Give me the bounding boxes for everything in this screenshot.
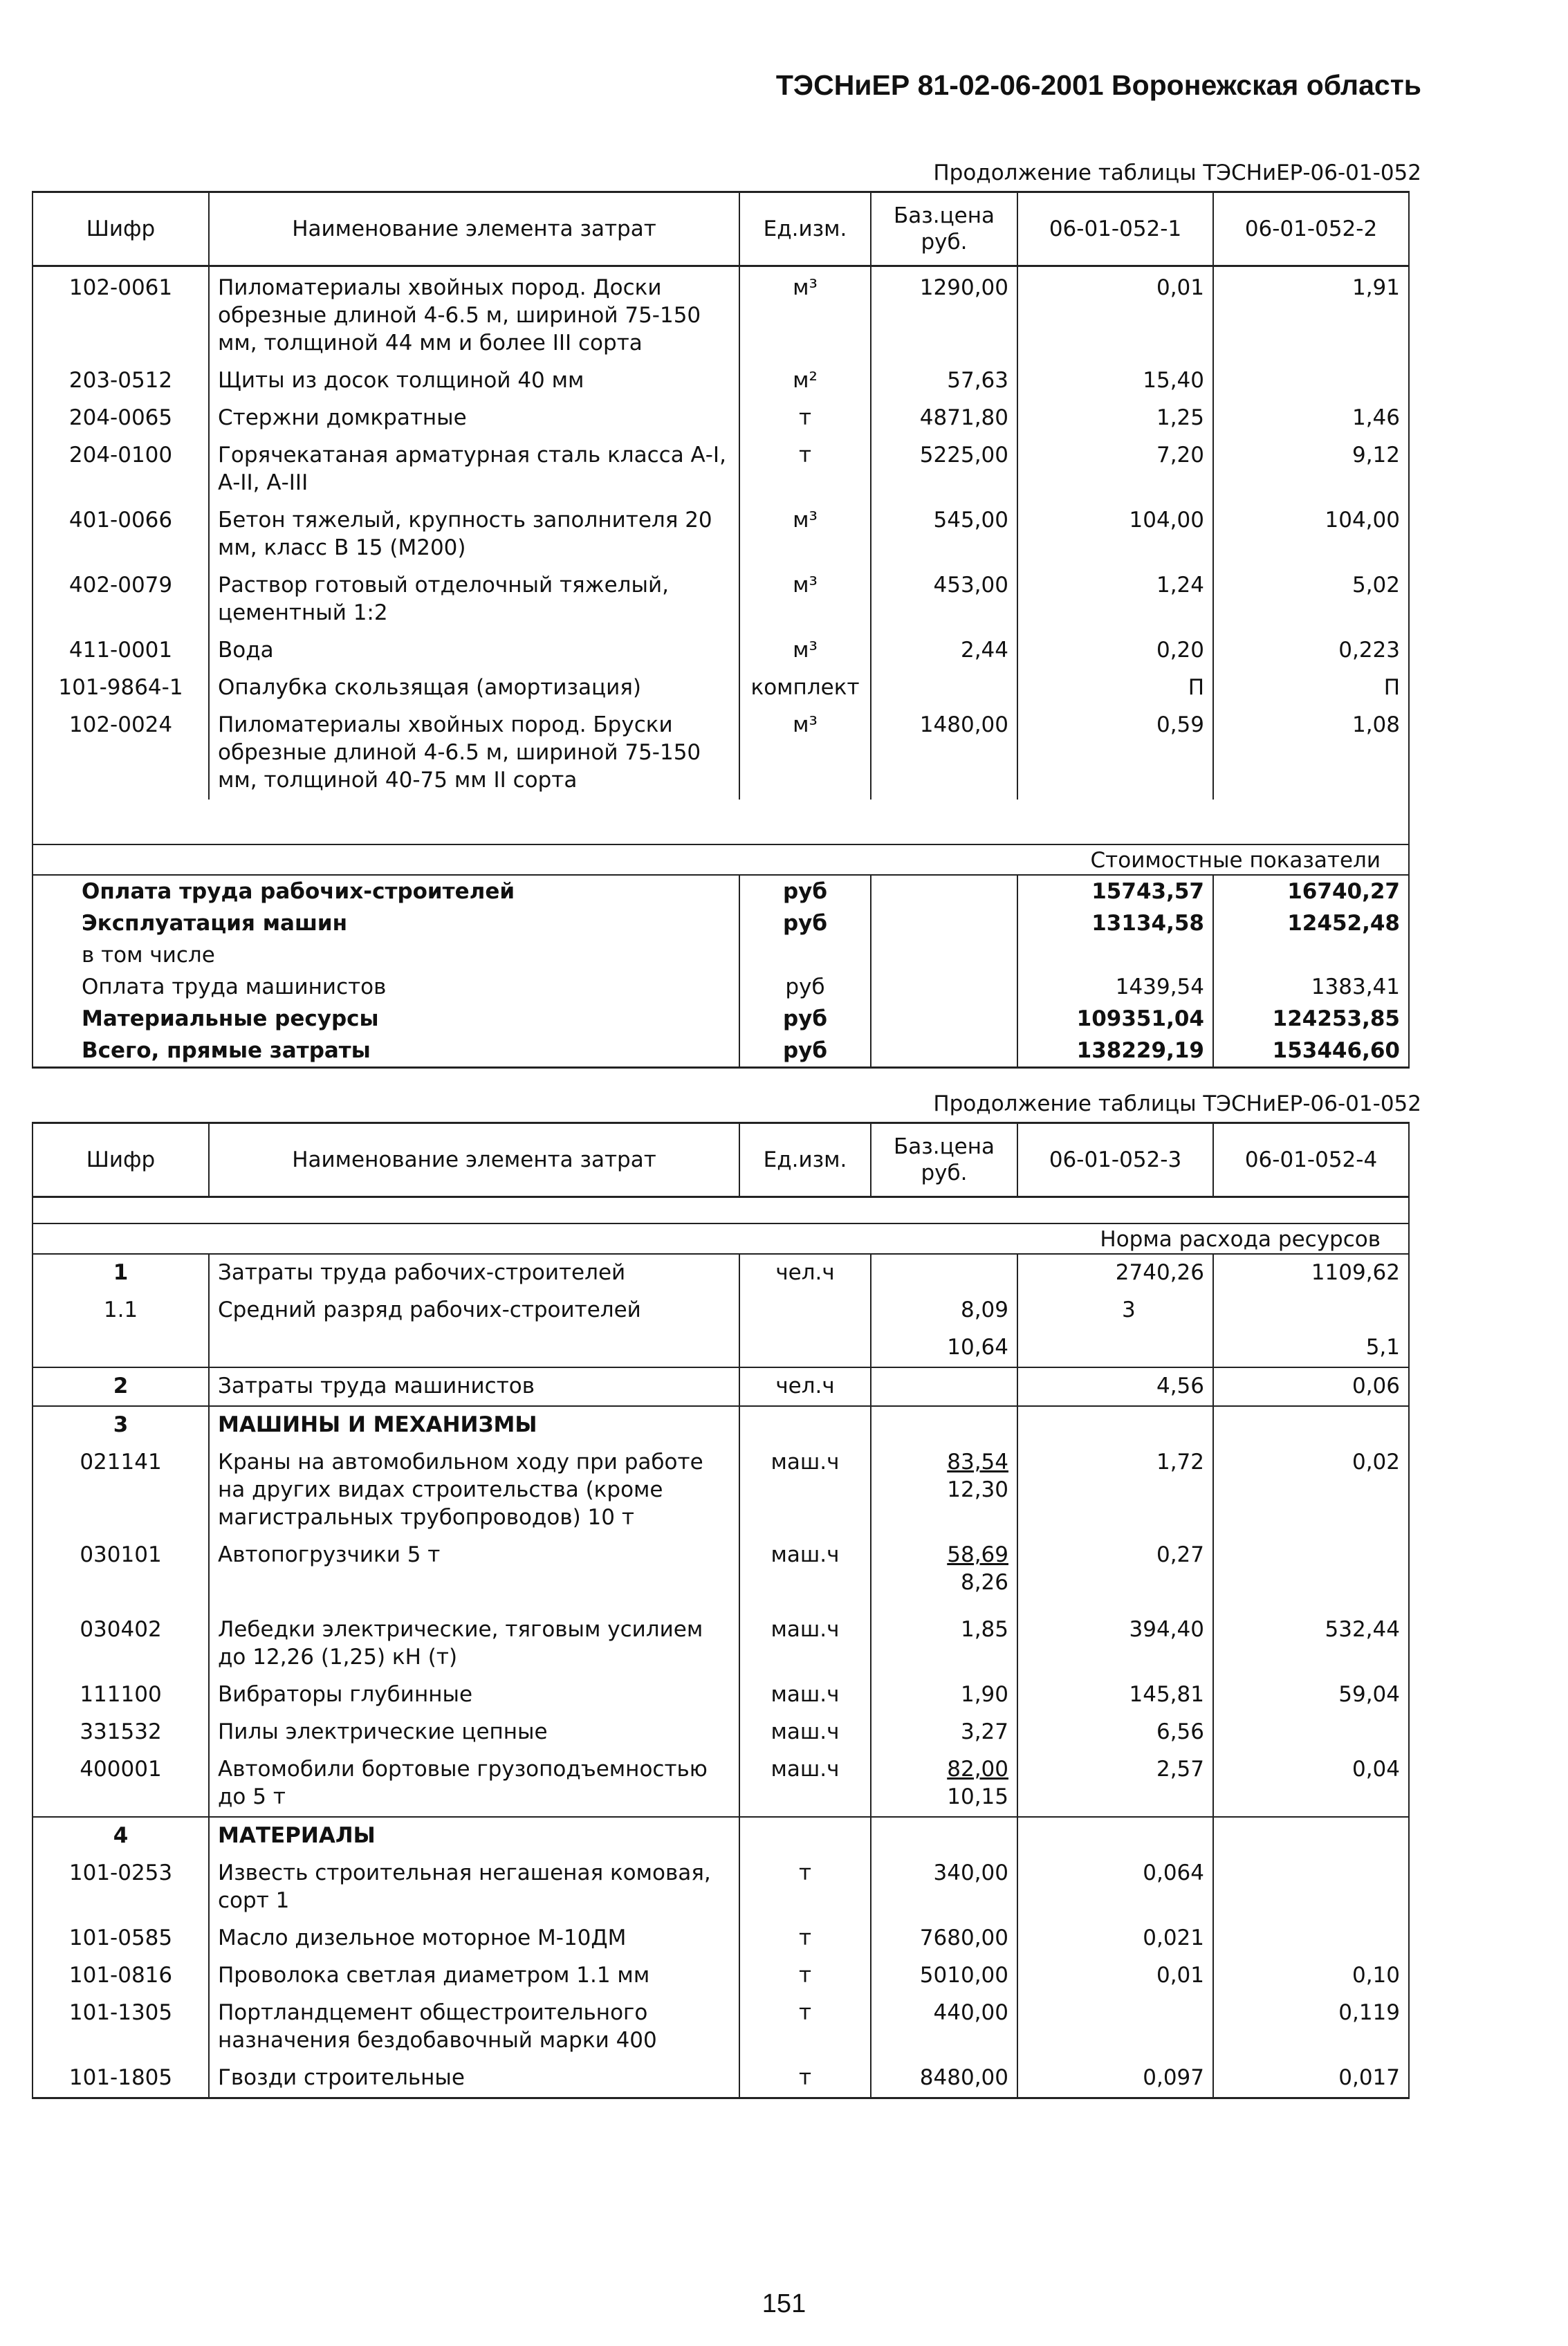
table-row [33, 1677, 1409, 1714]
value-cell: 1,72 [1017, 1444, 1213, 1537]
name-cell: Опалубка скользящая (амортизация) [209, 669, 739, 707]
unit-cell: руб [739, 875, 871, 907]
name-cell: Пиломатериалы хвойных пород. Доски обрезные длиной 4-6.5 м, шириной 75-150 мм, толщиной 44 мм и более III сорта [209, 266, 739, 363]
summary-label: Оплата труда рабочих-строителей [33, 875, 739, 907]
code-cell: 1 [33, 1254, 209, 1292]
value-cell: 0,097 [1017, 2060, 1213, 2098]
code-cell: 102-0061 [33, 266, 209, 363]
price-cell: 8480,00 [871, 2060, 1017, 2098]
code-cell: 204-0065 [33, 400, 209, 437]
price-cell [871, 1537, 1017, 1611]
price-cell: 5225,00 [871, 437, 1017, 502]
value-line: 5,1 [1365, 1335, 1400, 1360]
spacer-cell [33, 800, 209, 844]
table-row [33, 1444, 1409, 1537]
name-cell: Затраты труда рабочих-строителей [209, 1254, 739, 1292]
summary-row [33, 939, 1409, 971]
summary-label: в том числе [33, 939, 739, 971]
price-cell: 57,63 [871, 362, 1017, 400]
section-band [33, 844, 1409, 875]
table1-caption: Продолжение таблицы ТЭСНиЕР-06-01-052 [933, 160, 1421, 185]
spacer-cell [209, 800, 739, 844]
value-cell: 0,223 [1213, 632, 1409, 669]
table2-header-row [33, 1123, 1409, 1197]
empty-cell [1017, 1817, 1213, 1855]
unit-cell: чел.ч [739, 1367, 871, 1406]
code-cell: 402-0079 [33, 567, 209, 632]
section-row [33, 1406, 1409, 1444]
price-cell [871, 1003, 1017, 1035]
price-cell [871, 907, 1017, 939]
price-cell [871, 1254, 1017, 1292]
price-cell: 545,00 [871, 502, 1017, 567]
unit-cell: т [739, 2060, 871, 2098]
price-cell [871, 971, 1017, 1003]
unit-cell: м³ [739, 707, 871, 800]
unit-cell: т [739, 1920, 871, 1957]
unit-cell: руб [739, 1003, 871, 1035]
code-cell: 203-0512 [33, 362, 209, 400]
spacer-cell [33, 1197, 209, 1224]
col-header: 06-01-052-2 [1213, 192, 1409, 266]
page-number: 151 [762, 2289, 806, 2318]
value-cell: 3 [1017, 1292, 1213, 1367]
value-cell: 7,20 [1017, 437, 1213, 502]
table-row [33, 707, 1409, 800]
price-cell [871, 1367, 1017, 1406]
section-row [33, 1817, 1409, 1855]
name-cell: Автомобили бортовые грузоподъемностью до 5 т [209, 1751, 739, 1817]
spacer-cell [871, 800, 1017, 844]
unit-cell [739, 939, 871, 971]
price-line: 58,69 [947, 1542, 1008, 1567]
summary-label: Эксплуатация машин [33, 907, 739, 939]
price-cell: 340,00 [871, 1855, 1017, 1920]
table1 [32, 191, 1410, 1069]
value-cell: 59,04 [1213, 1677, 1409, 1714]
unit-cell: маш.ч [739, 1751, 871, 1817]
value-cell: 0,06 [1213, 1367, 1409, 1406]
value-cell: 12452,48 [1213, 907, 1409, 939]
value-cell: 13134,58 [1017, 907, 1213, 939]
table-row [33, 1254, 1409, 1292]
code-cell: 204-0100 [33, 437, 209, 502]
name-cell: Пиломатериалы хвойных пород. Бруски обрезные длиной 4-6.5 м, шириной 75-150 мм, толщиной 40-75 мм II сорта [209, 707, 739, 800]
empty-cell [1213, 1817, 1409, 1855]
price-cell: 5010,00 [871, 1957, 1017, 1995]
value-cell: 1,91 [1213, 266, 1409, 363]
summary-row [33, 907, 1409, 939]
spacer-cell [1213, 1197, 1409, 1224]
value-cell: 1109,62 [1213, 1254, 1409, 1292]
table-row [33, 266, 1409, 363]
name-cell: Автопогрузчики 5 т [209, 1537, 739, 1611]
table-row [33, 400, 1409, 437]
value-cell: 9,12 [1213, 437, 1409, 502]
spacer-cell [1213, 800, 1409, 844]
table-row [33, 437, 1409, 502]
name-cell: Стержни домкратные [209, 400, 739, 437]
name-cell: Щиты из досок толщиной 40 мм [209, 362, 739, 400]
code-cell: 030101 [33, 1537, 209, 1611]
value-cell: 394,40 [1017, 1611, 1213, 1677]
value-cell [1017, 1995, 1213, 2060]
value-cell: 2740,26 [1017, 1254, 1213, 1292]
value-cell: 1439,54 [1017, 971, 1213, 1003]
summary-label: Всего, прямые затраты [33, 1035, 739, 1068]
unit-cell: м³ [739, 266, 871, 363]
unit-cell: руб [739, 907, 871, 939]
name-cell: Известь строительная негашеная комовая, сорт 1 [209, 1855, 739, 1920]
value-cell: 0,59 [1017, 707, 1213, 800]
table-row [33, 1751, 1409, 1817]
value-cell: 0,021 [1017, 1920, 1213, 1957]
value-cell: 15743,57 [1017, 875, 1213, 907]
table-row [33, 1537, 1409, 1611]
price-cell [871, 1751, 1017, 1817]
value-cell: 0,04 [1213, 1751, 1409, 1817]
price-cell [871, 669, 1017, 707]
unit-cell: м³ [739, 632, 871, 669]
code-cell: 101-0816 [33, 1957, 209, 1995]
document-header: ТЭСНиЕР 81-02-06-2001 Воронежская область [775, 69, 1421, 101]
price-line: 10,15 [947, 1784, 1008, 1809]
name-cell: Средний разряд рабочих-строителей [209, 1292, 739, 1367]
unit-cell: т [739, 1855, 871, 1920]
value-cell: 1,24 [1017, 567, 1213, 632]
band-label: Стоимостные показатели [33, 844, 1409, 875]
value-cell [1213, 1714, 1409, 1751]
price-line: 8,09 [960, 1297, 1008, 1322]
summary-row [33, 1035, 1409, 1068]
unit-cell: маш.ч [739, 1611, 871, 1677]
unit-cell: м³ [739, 567, 871, 632]
empty-cell [1213, 1406, 1409, 1444]
value-cell [1213, 1537, 1409, 1611]
value-cell: 5,02 [1213, 567, 1409, 632]
value-cell: 153446,60 [1213, 1035, 1409, 1068]
value-cell: 0,01 [1017, 266, 1213, 363]
value-cell: 0,02 [1213, 1444, 1409, 1537]
value-cell: 138229,19 [1017, 1035, 1213, 1068]
value-cell: 104,00 [1017, 502, 1213, 567]
unit-cell: маш.ч [739, 1677, 871, 1714]
price-cell: 1290,00 [871, 266, 1017, 363]
price-cell [871, 1611, 1017, 1677]
unit-cell: т [739, 1995, 871, 2060]
price-cell: 4871,80 [871, 400, 1017, 437]
price-cell: 2,44 [871, 632, 1017, 669]
table-row [33, 1292, 1409, 1367]
unit-cell: руб [739, 1035, 871, 1068]
value-cell [1213, 1920, 1409, 1957]
price-line: 83,54 [947, 1450, 1008, 1475]
table-row [33, 567, 1409, 632]
price-line: 1,90 [960, 1682, 1008, 1707]
name-cell: Пилы электрические цепные [209, 1714, 739, 1751]
name-cell: Лебедки электрические, тяговым усилием до 12,26 (1,25) кН (т) [209, 1611, 739, 1677]
code-cell: 021141 [33, 1444, 209, 1537]
value-cell [1213, 939, 1409, 971]
value-cell: 0,017 [1213, 2060, 1409, 2098]
value-cell: 1,08 [1213, 707, 1409, 800]
price-cell [871, 875, 1017, 907]
unit-cell: т [739, 437, 871, 502]
table-row [33, 2060, 1409, 2098]
code-cell: 102-0024 [33, 707, 209, 800]
value-cell [1213, 1292, 1409, 1367]
spacer-cell [1017, 1197, 1213, 1224]
col-header: Наименование элемента затрат [209, 192, 739, 266]
unit-cell: м² [739, 362, 871, 400]
table-row [33, 1995, 1409, 2060]
col-header: Баз.цена руб. [871, 1123, 1017, 1197]
name-cell: Вибраторы глубинные [209, 1677, 739, 1714]
price-cell [871, 1714, 1017, 1751]
spacer-cell [209, 1197, 739, 1224]
table-row [33, 1611, 1409, 1677]
name-cell: Бетон тяжелый, крупность заполнителя 20 мм, класс В 15 (М200) [209, 502, 739, 567]
spacer-row [33, 1197, 1409, 1224]
price-cell [871, 1677, 1017, 1714]
unit-cell: чел.ч [739, 1254, 871, 1292]
unit-cell: комплект [739, 669, 871, 707]
value-cell: 104,00 [1213, 502, 1409, 567]
name-cell: Масло дизельное моторное М-10ДМ [209, 1920, 739, 1957]
empty-cell [1017, 1406, 1213, 1444]
code-cell: 111100 [33, 1677, 209, 1714]
section-band [33, 1223, 1409, 1254]
table-row [33, 1920, 1409, 1957]
value-cell: П [1017, 669, 1213, 707]
value-cell [1213, 362, 1409, 400]
spacer-cell [739, 1197, 871, 1224]
table2 [32, 1122, 1410, 2099]
name-cell: Затраты труда машинистов [209, 1367, 739, 1406]
name-cell: Портландцемент общестроительного назначения бездобавочный марки 400 [209, 1995, 739, 2060]
value-cell: 1383,41 [1213, 971, 1409, 1003]
value-cell: 145,81 [1017, 1677, 1213, 1714]
value-cell: 532,44 [1213, 1611, 1409, 1677]
name-cell: Проволока светлая диаметром 1.1 мм [209, 1957, 739, 1995]
table-row [33, 502, 1409, 567]
value-cell: 16740,27 [1213, 875, 1409, 907]
unit-cell: маш.ч [739, 1714, 871, 1751]
code-cell: 030402 [33, 1611, 209, 1677]
price-line: 1,85 [960, 1617, 1008, 1642]
col-header: 06-01-052-1 [1017, 192, 1213, 266]
unit-cell: маш.ч [739, 1537, 871, 1611]
code-cell: 411-0001 [33, 632, 209, 669]
spacer-row [33, 800, 1409, 844]
unit-cell: руб [739, 971, 871, 1003]
unit-cell [739, 1292, 871, 1367]
table-row [33, 669, 1409, 707]
code-cell: 3 [33, 1406, 209, 1444]
table-row [33, 1714, 1409, 1751]
col-header: Наименование элемента затрат [209, 1123, 739, 1197]
price-cell [871, 939, 1017, 971]
summary-label: Оплата труда машинистов [33, 971, 739, 1003]
table-row [33, 362, 1409, 400]
table-row [33, 1957, 1409, 1995]
value-cell: 1,25 [1017, 400, 1213, 437]
summary-row [33, 1003, 1409, 1035]
unit-cell: м³ [739, 502, 871, 567]
value-cell: 0,119 [1213, 1995, 1409, 2060]
code-cell: 2 [33, 1367, 209, 1406]
code-cell: 101-1305 [33, 1995, 209, 2060]
summary-row [33, 971, 1409, 1003]
spacer-cell [871, 1197, 1017, 1224]
value-cell: 0,27 [1017, 1537, 1213, 1611]
code-cell: 331532 [33, 1714, 209, 1751]
table-row [33, 632, 1409, 669]
col-header: 06-01-052-4 [1213, 1123, 1409, 1197]
value-cell: 1,46 [1213, 400, 1409, 437]
code-cell: 101-0253 [33, 1855, 209, 1920]
price-line: 10,64 [947, 1335, 1008, 1360]
col-header: Ед.изм. [739, 192, 871, 266]
price-line: 12,30 [947, 1477, 1008, 1502]
value-cell: 4,56 [1017, 1367, 1213, 1406]
table1-header-row [33, 192, 1409, 266]
value-cell: П [1213, 669, 1409, 707]
col-header: 06-01-052-3 [1017, 1123, 1213, 1197]
name-cell: Гвозди строительные [209, 2060, 739, 2098]
table2-caption: Продолжение таблицы ТЭСНиЕР-06-01-052 [933, 1091, 1421, 1116]
name-cell: МАТЕРИАЛЫ [209, 1817, 739, 1855]
code-cell: 4 [33, 1817, 209, 1855]
value-cell: 0,064 [1017, 1855, 1213, 1920]
summary-row [33, 875, 1409, 907]
unit-cell: т [739, 400, 871, 437]
value-cell [1213, 1855, 1409, 1920]
code-cell: 1.1 [33, 1292, 209, 1367]
unit-cell [739, 1406, 871, 1444]
table-row [33, 1855, 1409, 1920]
spacer-cell [739, 800, 871, 844]
name-cell: Вода [209, 632, 739, 669]
band-label: Норма расхода ресурсов [33, 1223, 1409, 1254]
code-cell: 101-0585 [33, 1920, 209, 1957]
col-header: Баз.цена руб. [871, 192, 1017, 266]
unit-cell: маш.ч [739, 1444, 871, 1537]
unit-cell: т [739, 1957, 871, 1995]
value-cell: 6,56 [1017, 1714, 1213, 1751]
col-header: Ед.изм. [739, 1123, 871, 1197]
code-cell: 401-0066 [33, 502, 209, 567]
code-cell: 400001 [33, 1751, 209, 1817]
col-header: Шифр [33, 192, 209, 266]
price-cell: 453,00 [871, 567, 1017, 632]
empty-cell [871, 1817, 1017, 1855]
price-cell [871, 1035, 1017, 1068]
price-cell: 1480,00 [871, 707, 1017, 800]
price-line: 8,26 [960, 1570, 1008, 1595]
unit-cell [739, 1817, 871, 1855]
col-header: Шифр [33, 1123, 209, 1197]
summary-label: Материальные ресурсы [33, 1003, 739, 1035]
value-cell: 0,20 [1017, 632, 1213, 669]
value-cell: 0,01 [1017, 1957, 1213, 1995]
name-cell: Краны на автомобильном ходу при работе на других видах строительства (кроме магистральных трубопроводов) 10 т [209, 1444, 739, 1537]
value-cell: 109351,04 [1017, 1003, 1213, 1035]
value-cell: 15,40 [1017, 362, 1213, 400]
name-cell: Раствор готовый отделочный тяжелый, цементный 1:2 [209, 567, 739, 632]
empty-cell [871, 1406, 1017, 1444]
code-cell: 101-1805 [33, 2060, 209, 2098]
value-cell: 0,10 [1213, 1957, 1409, 1995]
table-row [33, 1367, 1409, 1406]
code-cell: 101-9864-1 [33, 669, 209, 707]
price-line: 3,27 [960, 1719, 1008, 1744]
value-cell [1017, 939, 1213, 971]
value-cell: 2,57 [1017, 1751, 1213, 1817]
name-cell: Горячекатаная арматурная сталь класса А-I, А-II, А-III [209, 437, 739, 502]
price-cell [871, 1444, 1017, 1537]
name-cell: МАШИНЫ И МЕХАНИЗМЫ [209, 1406, 739, 1444]
price-cell: 7680,00 [871, 1920, 1017, 1957]
price-line: 82,00 [947, 1757, 1008, 1782]
price-cell [871, 1292, 1017, 1367]
spacer-cell [1017, 800, 1213, 844]
value-cell: 124253,85 [1213, 1003, 1409, 1035]
price-cell: 440,00 [871, 1995, 1017, 2060]
